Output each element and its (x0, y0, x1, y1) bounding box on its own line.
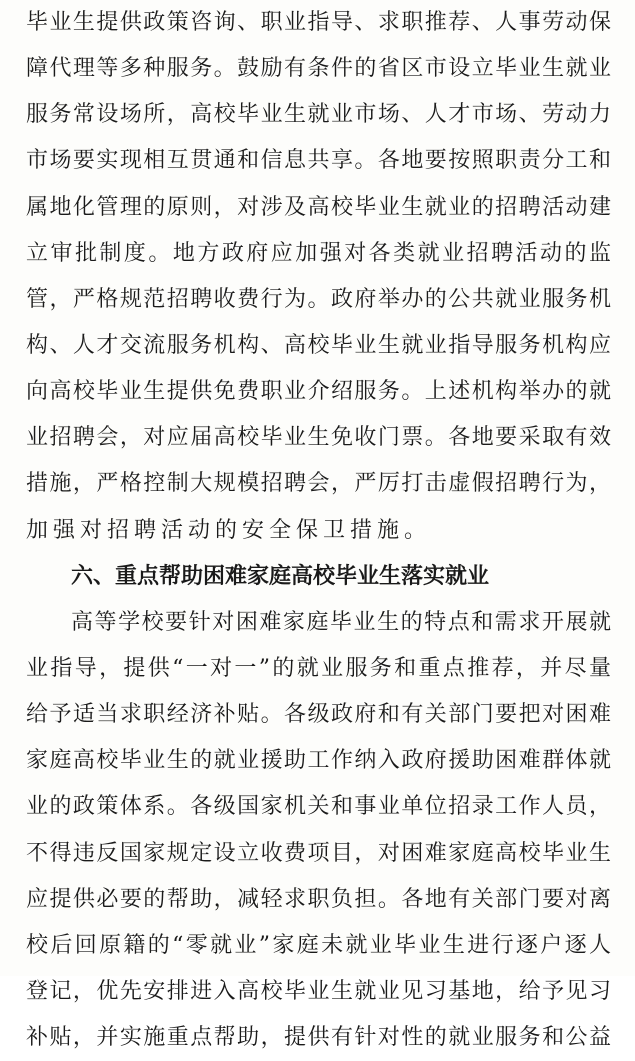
text-line: 校后回原籍的“零就业”家庭未就业毕业生进行逐户逐人 (26, 932, 611, 958)
text-line: 立审批制度。地方政府应加强对各类就业招聘活动的监 (26, 240, 611, 266)
text-line: 管，严格规范招聘收费行为。政府举办的公共就业服务机 (26, 286, 611, 312)
text-line: 毕业生提供政策咨询、职业指导、求职推荐、人事劳动保 (26, 10, 611, 35)
section-heading: 六、重点帮助困难家庭高校毕业生落实就业 (71, 563, 490, 589)
text-line: 加强对招聘活动的安全保卫措施。 (26, 517, 432, 543)
text-line: 应提供必要的帮助，减轻求职负担。各地有关部门要对离 (26, 886, 611, 912)
text-line: 向高校毕业生提供免费职业介绍服务。上述机构举办的就 (26, 379, 611, 405)
text-line: 给予适当求职经济补贴。各级政府和有关部门要把对困难 (26, 702, 611, 728)
paragraph-employment-services (26, 0, 611, 1061)
text-line: 属地化管理的原则，对涉及高校毕业生就业的招聘活动建 (26, 194, 611, 220)
text-line: 家庭高校毕业生的就业援助工作纳入政府援助困难群体就 (26, 748, 611, 774)
text-line: 服务常设场所，高校毕业生就业市场、人才市场、劳动力 (26, 102, 611, 128)
text-line: 高等学校要针对困难家庭毕业生的特点和需求开展就 (71, 609, 611, 635)
text-line: 构、人才交流服务机构、高校毕业生就业指导服务机构应 (26, 332, 611, 358)
text-line: 障代理等多种服务。鼓励有条件的省区市设立毕业生就业 (26, 56, 611, 82)
text-line: 业的政策体系。各级国家机关和事业单位招录工作人员， (26, 794, 611, 820)
text-line: 市场要实现相互贯通和信息共享。各地要按照职责分工和 (26, 148, 611, 174)
text-line: 不得违反国家规定设立收费项目，对困难家庭高校毕业生 (26, 840, 611, 866)
text-line: 业指导，提供“一对一”的就业服务和重点推荐，并尽量 (26, 655, 611, 681)
text-line: 措施，严格控制大规模招聘会，严厉打击虚假招聘行为， (26, 471, 611, 497)
text-line: 业招聘会，对应届高校毕业生免收门票。各地要采取有效 (26, 425, 611, 451)
text-line: 补贴，并实施重点帮助，提供有针对性的就业服务和公益 (26, 1025, 611, 1051)
text-line: 登记，优先安排进入高校毕业生就业见习基地，给予见习 (26, 978, 611, 1004)
